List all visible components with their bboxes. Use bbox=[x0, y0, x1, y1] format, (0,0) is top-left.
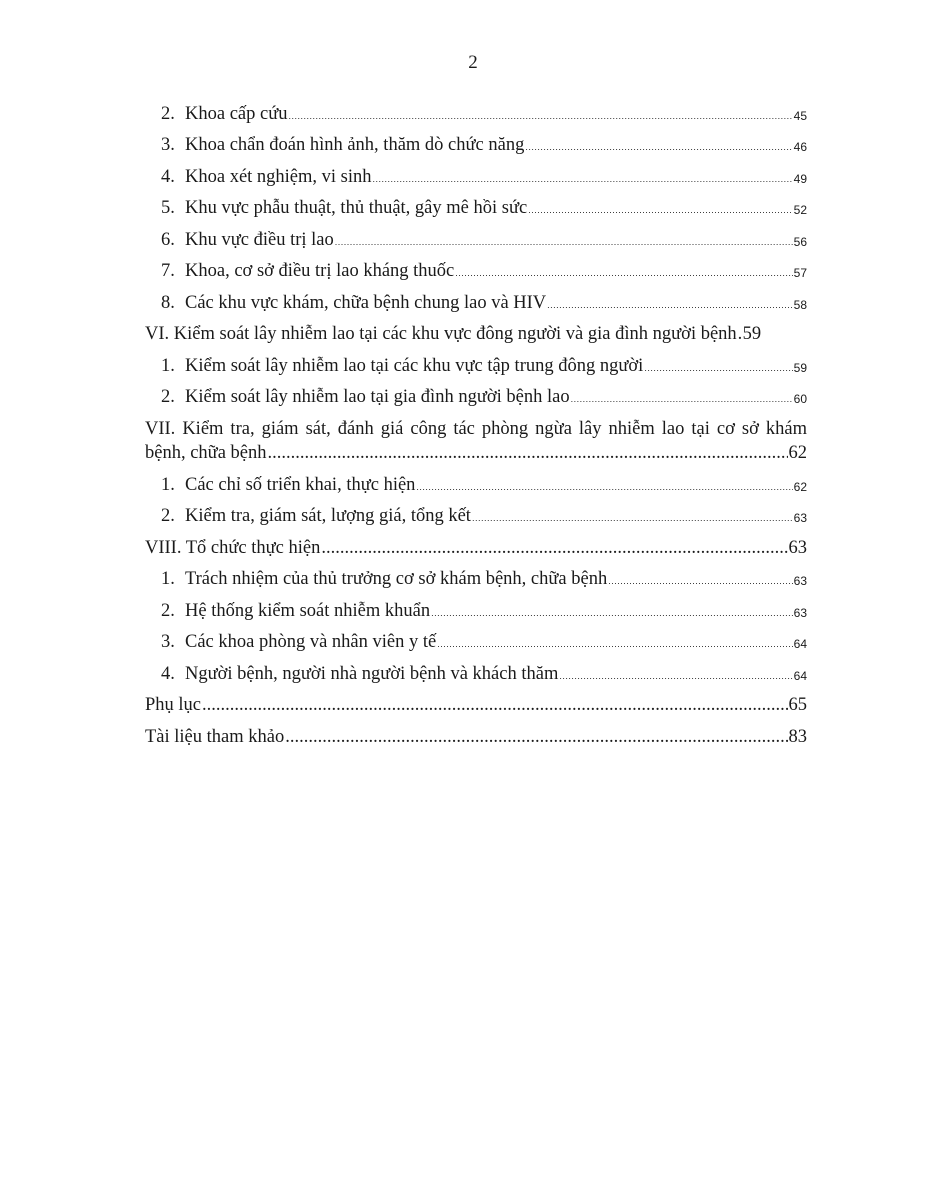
toc-section-entry[interactable] bbox=[145, 716, 807, 748]
dot-leader bbox=[437, 635, 792, 653]
toc-entry-page: 57 bbox=[793, 266, 807, 280]
toc-entry[interactable] bbox=[145, 464, 807, 496]
toc-entry-number: 4. bbox=[161, 166, 175, 187]
toc-entry[interactable] bbox=[145, 251, 807, 283]
toc-entry-page: 63 bbox=[788, 537, 807, 558]
toc-entry-title: VII. Kiểm tra, giám sát, đánh giá công tác phòng ngừa lây nhiễm lao tại cơ sở khám bbox=[145, 419, 807, 439]
toc-entry-title: Các khoa phòng và nhân viên y tế bbox=[185, 632, 437, 652]
toc-entry-title: Kiểm soát lây nhiễm lao tại gia đình người bệnh lao bbox=[185, 387, 570, 407]
toc-entry-page: 83 bbox=[788, 726, 807, 747]
toc-entry-title: Khu vực điều trị lao bbox=[185, 229, 334, 250]
toc-entry[interactable] bbox=[145, 653, 807, 685]
toc-entry[interactable] bbox=[145, 282, 807, 314]
dot-leader bbox=[525, 138, 792, 156]
dot-leader bbox=[416, 478, 792, 496]
toc-entry-number: 1. bbox=[161, 569, 175, 589]
toc-entry-page: 60 bbox=[793, 392, 807, 406]
toc-entry-number: 7. bbox=[161, 261, 175, 281]
toc-entry-title: Khoa xét nghiệm, vi sinh bbox=[185, 166, 372, 187]
dot-leader bbox=[202, 694, 787, 716]
toc-entry-number: 1. bbox=[161, 355, 175, 376]
toc-entry-title: Tài liệu tham khảo bbox=[145, 726, 285, 747]
toc-entry-page: 52 bbox=[793, 203, 807, 217]
toc-entry-page: 65 bbox=[788, 695, 807, 715]
dot-leader bbox=[431, 604, 793, 622]
toc-entry-number: 1. bbox=[161, 474, 175, 495]
dot-leader bbox=[738, 323, 742, 345]
toc-entry-page: 63 bbox=[793, 511, 807, 525]
toc-entry-page: 58 bbox=[793, 297, 807, 312]
dot-leader bbox=[644, 359, 792, 377]
toc-entry-title: Khu vực phẫu thuật, thủ thuật, gây mê hồi sức bbox=[185, 198, 528, 218]
toc-entry-title: Các chỉ số triển khai, thực hiện bbox=[185, 474, 416, 495]
toc-entry-title: Kiểm tra, giám sát, lượng giá, tổng kết bbox=[185, 506, 471, 526]
toc-entry-page: 46 bbox=[793, 140, 807, 154]
toc-entry[interactable] bbox=[145, 156, 807, 188]
dot-leader bbox=[321, 537, 787, 559]
dot-leader bbox=[335, 233, 793, 251]
toc-entry[interactable] bbox=[145, 93, 807, 125]
toc-entry-number: 2. bbox=[161, 506, 175, 526]
dot-leader bbox=[608, 572, 792, 590]
toc-entry-number: 3. bbox=[161, 632, 175, 652]
toc-entry-title: Khoa, cơ sở điều trị lao kháng thuốc bbox=[185, 261, 455, 281]
toc-entry-page: 64 bbox=[793, 668, 807, 683]
toc-entry-page: 56 bbox=[793, 234, 807, 249]
toc-entry-number: 3. bbox=[161, 135, 175, 155]
dot-leader bbox=[472, 509, 793, 527]
toc-entry-page: 62 bbox=[788, 443, 807, 463]
toc-entry-title: Phụ lục bbox=[145, 695, 202, 715]
toc-entry-title: Người bệnh, người nhà người bệnh và khách thăm bbox=[185, 663, 559, 684]
toc-entry-page: 63 bbox=[793, 605, 807, 620]
toc-entry-title: Trách nhiệm của thủ trưởng cơ sở khám bệnh, chữa bệnh bbox=[185, 569, 608, 589]
dot-leader bbox=[288, 107, 792, 125]
dot-leader bbox=[559, 667, 792, 685]
dot-leader bbox=[268, 442, 788, 464]
toc-entry-title: VIII. Tổ chức thực hiện bbox=[145, 537, 321, 558]
toc-section-entry[interactable] bbox=[145, 314, 807, 346]
toc-entry-page: 59 bbox=[742, 324, 762, 344]
toc-entry[interactable] bbox=[145, 345, 807, 377]
toc-section-entry-line1[interactable] bbox=[145, 408, 807, 440]
toc-entry-page: 64 bbox=[793, 637, 807, 651]
dot-leader bbox=[547, 296, 792, 314]
dot-leader bbox=[528, 201, 792, 219]
toc-section-entry[interactable] bbox=[145, 527, 807, 559]
toc-entry-number: 4. bbox=[161, 663, 175, 684]
toc-entry[interactable] bbox=[145, 559, 807, 591]
dot-leader bbox=[571, 390, 793, 408]
toc-entry-page: 63 bbox=[793, 574, 807, 588]
page-number: 2 bbox=[468, 52, 478, 73]
toc-entry[interactable] bbox=[145, 377, 807, 409]
toc-entry-title: Khoa cấp cứu bbox=[185, 103, 288, 124]
toc-entry[interactable] bbox=[145, 496, 807, 528]
toc-entry-title: VI. Kiểm soát lây nhiễm lao tại các khu vực đông người và gia đình người bệnh bbox=[145, 324, 737, 344]
toc-entry[interactable] bbox=[145, 590, 807, 622]
toc-entry[interactable] bbox=[145, 622, 807, 654]
toc-entry-number: 5. bbox=[161, 198, 175, 218]
dot-leader bbox=[455, 264, 792, 282]
toc-entry-title-continued: bệnh, chữa bệnh bbox=[145, 443, 267, 463]
toc-entry-number: 2. bbox=[161, 103, 175, 124]
toc-entry[interactable] bbox=[145, 125, 807, 157]
toc-entry-title: Hệ thống kiểm soát nhiễm khuẩn bbox=[185, 600, 431, 621]
toc-entry-title: Khoa chẩn đoán hình ảnh, thăm dò chức năng bbox=[185, 135, 525, 155]
toc-entry-number: 2. bbox=[161, 600, 175, 621]
toc-entry-title: Các khu vực khám, chữa bệnh chung lao và HIV bbox=[185, 292, 547, 313]
toc-entry-number: 6. bbox=[161, 229, 175, 250]
toc-entry-page: 59 bbox=[793, 360, 807, 375]
dot-leader bbox=[285, 726, 787, 748]
toc-section-entry[interactable] bbox=[145, 685, 807, 717]
toc-entry-page: 45 bbox=[793, 108, 807, 123]
table-of-contents bbox=[145, 93, 807, 748]
toc-entry-page: 62 bbox=[793, 479, 807, 494]
dot-leader bbox=[373, 170, 793, 188]
toc-entry-number: 2. bbox=[161, 387, 175, 407]
toc-section-entry-line2[interactable] bbox=[145, 440, 807, 464]
toc-entry-page: 49 bbox=[793, 171, 807, 186]
toc-entry-title: Kiểm soát lây nhiễm lao tại các khu vực tập trung đông người bbox=[185, 355, 644, 376]
toc-entry-number: 8. bbox=[161, 292, 175, 313]
toc-entry[interactable] bbox=[145, 219, 807, 251]
toc-entry[interactable] bbox=[145, 188, 807, 220]
